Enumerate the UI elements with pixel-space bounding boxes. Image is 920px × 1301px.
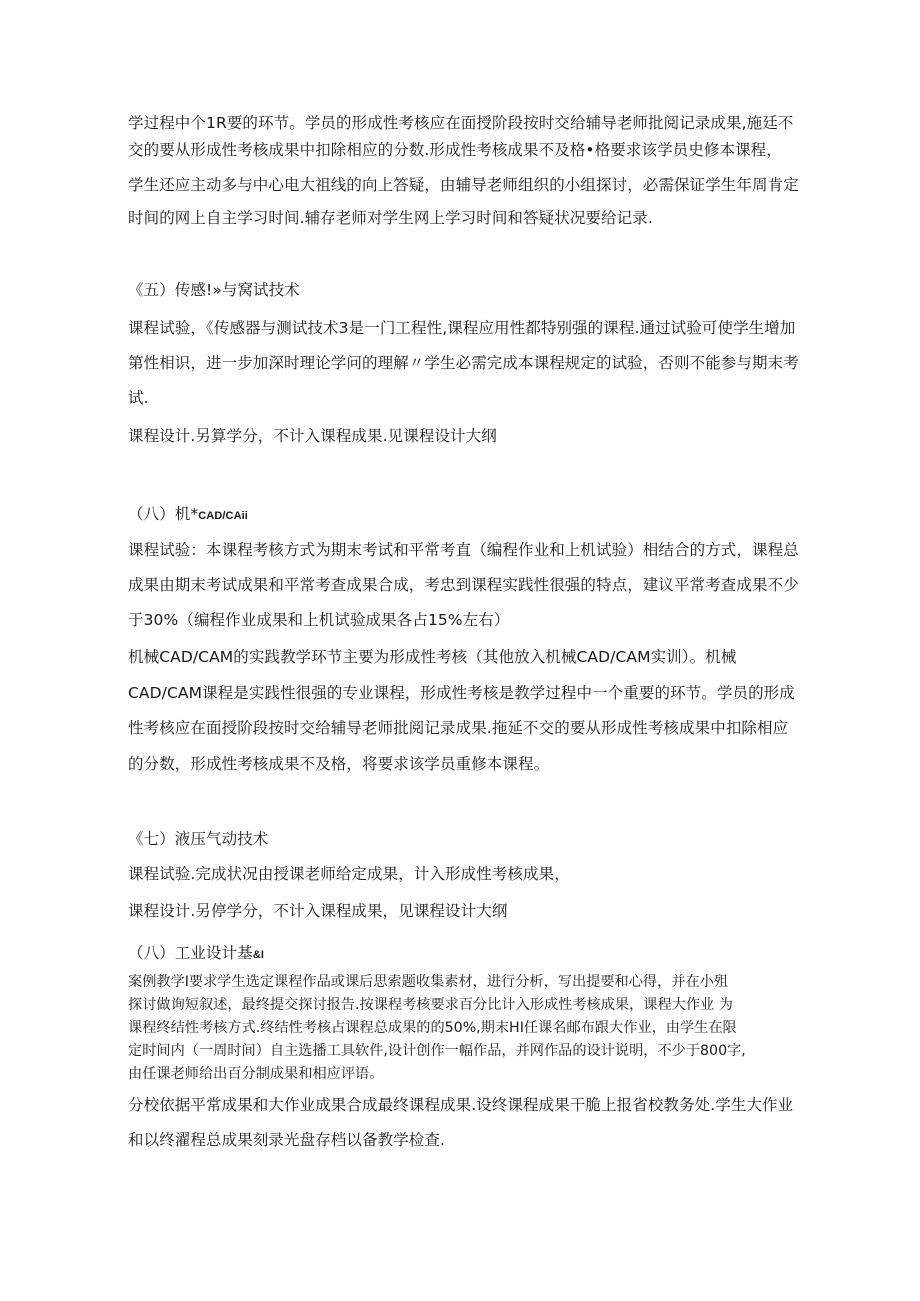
- text-line: 学过程中个1R要的环节。学员的形成性考核应在面授阶段按时交给辅导老师批阅记录成果,施廷不: [128, 114, 794, 132]
- text-line: 案例教学I要求学生选定课程作品或课后思索题收集素材，进行分析，写出提要和心得，并在小殂: [128, 974, 729, 990]
- section-heading: 《七）液压气动技术: [128, 830, 269, 848]
- text-line: 课程设计.另算学分，不计入课程成果.见课程设计大纲: [128, 427, 497, 445]
- text-line: 性考核应在面授阶段按时交给辅导老师批阅记录成果.拖延不交的要从形成性考核成果中扣除相应: [128, 719, 789, 737]
- text-line: 试.: [128, 389, 149, 407]
- text-line: 探讨做询短叙述，最终提交探讨报告.按课程考核要求百分比计入形成性考核成果，课程大作业 为: [128, 997, 733, 1013]
- text-line: 成果由期末考试成果和平常考查成果合成，考忠到课程实践性很强的特点，建议平常考查成果不少: [128, 576, 799, 594]
- text-line: 课程试验，《传感器与测试技术3是一门工程性,课程应用性都特别强的课程.通过试验可使学生增加: [128, 319, 796, 337]
- text-line: 交的要从形成性考核成果中扣除相应的分数.形成性考核成果不及格•格要求该学员史修本课程，: [128, 141, 782, 159]
- text-line: 时间的网上自主学习时间.辅存老师对学生网上学习时间和答疑状况要给记录.: [128, 209, 653, 227]
- section-heading-main: （八）机*: [128, 505, 199, 523]
- section-heading: [128, 504, 248, 526]
- text-line: 课程设计.另停学分，不计入课程成果，见课程设计大纲: [128, 902, 508, 920]
- text-line: 机械CAD/CAM的实践教学环节主要为形成性考核（其他放入机械CAD/CAM实训）。机械: [128, 648, 737, 666]
- text-line: 和以终濯程总成果刻录光盘存档以备教学检查.: [128, 1131, 446, 1149]
- text-line: 定时间内（一周时间）自主选播工具软件,设计创作一幅作品，并网作品的设计说明，不少于800字,: [128, 1043, 746, 1059]
- text-line: 第性相识，进一步加深时理论学问的理解〃学生必需完成本课程规定的试验，否则不能参与期末考: [128, 354, 799, 372]
- text-line: 分校依据平常成果和大作业成果合成最终课程成果.设终课程成果干脆上报省校教务处.学生大作业: [128, 1096, 794, 1114]
- text-line: 学生还应主动多与中心电大祖线的向上答疑，由辅导老师组织的小组探讨，必需保证学生年周肯定: [128, 176, 799, 194]
- text-line: 课程试验：本课程考核方式为期末考试和平常考直（编程作业和上机试验）相结合的方式，课程总: [128, 541, 799, 559]
- section-heading: [128, 943, 264, 965]
- section-heading: 《五）传感!»与窝试技术: [128, 281, 300, 299]
- section-heading-main: （八）工业设计基: [128, 944, 253, 962]
- text-line: 的分数，形成性考核成果不及格，将要求该学员重修本课程。: [128, 755, 550, 773]
- section-heading-tail: CAD/CAii: [198, 510, 248, 522]
- text-line: 由任课老师给出百分制成果和相应评语。: [128, 1066, 384, 1082]
- section-heading-tail: &I: [252, 949, 265, 961]
- text-line: 于30%（编程作业成果和上机试验成果各占15%左右）: [128, 611, 510, 629]
- text-line: 课程试验.完成状况由授课老师给定成果，计入形成性考核成果，: [128, 865, 570, 883]
- text-line: CAD/CAM课程是实践性很强的专业课程，形成性考核是教学过程中一个重要的环节。学员的形成: [128, 684, 795, 702]
- text-line: 课程终结性考核方式.终结性考核占课程总成果的的50%,期末HI任课名邮布跟大作业，由学生在限: [128, 1020, 737, 1036]
